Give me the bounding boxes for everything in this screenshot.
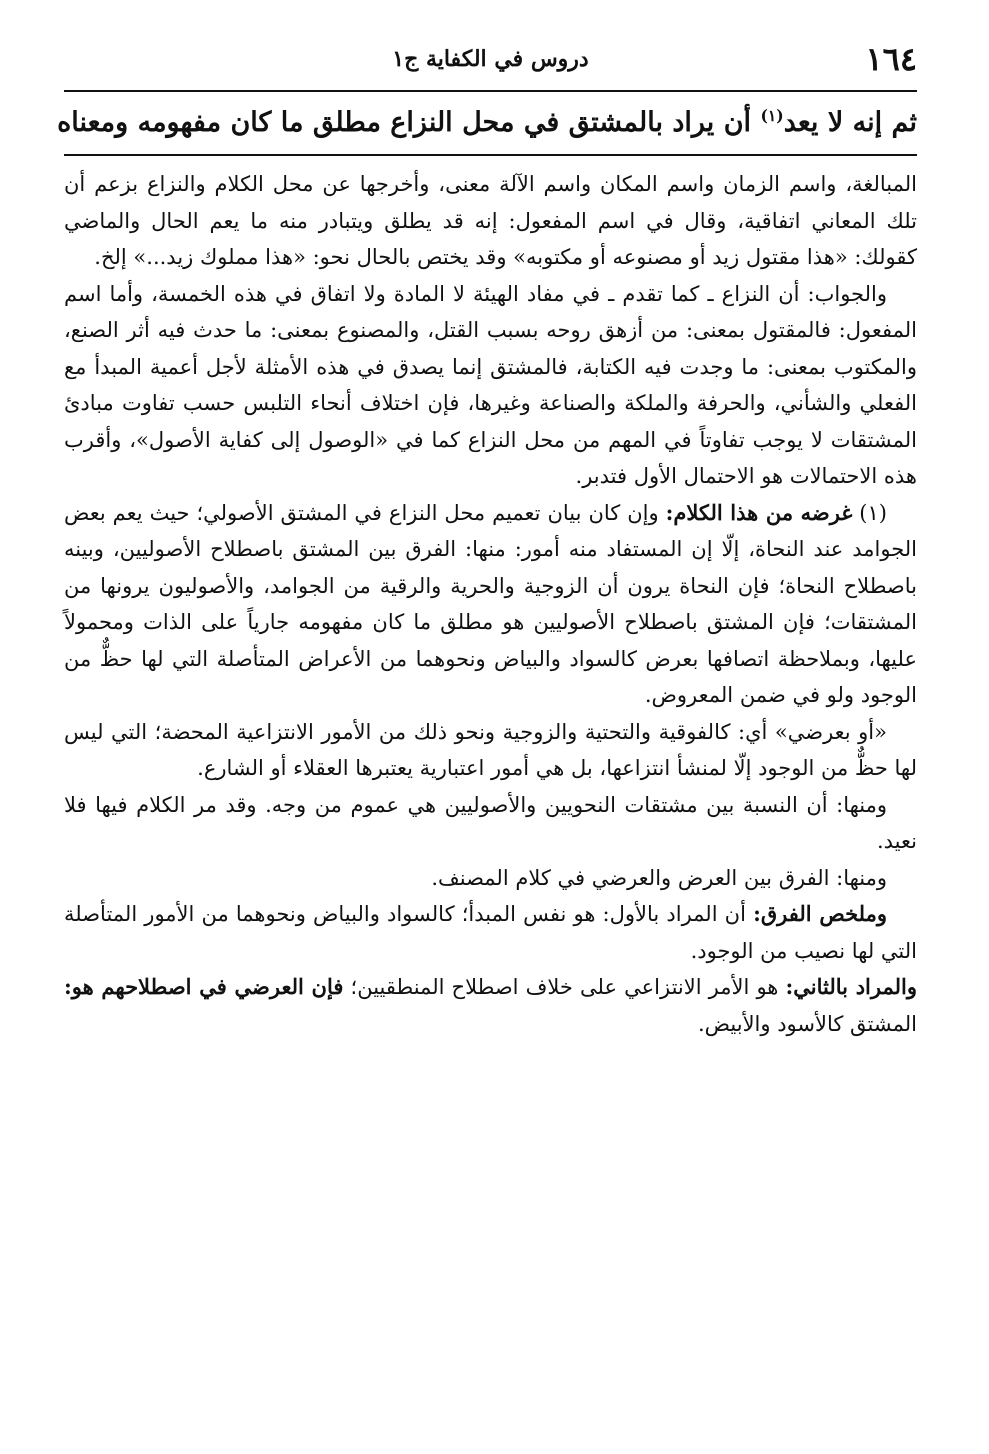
paragraph-continuation: المبالغة، واسم الزمان واسم المكان واسم الآلة معنى، وأخرجها عن محل الكلام والنزاع بزعم أن تلك المعاني اتفاقية، وقال في اسم المفعول: إنه قد يطلق ويتبادر منه ما يعم الحال والماضي كقولك: «هذا مقتول زيد أو مصنوعه أو مكتوبه» وقد يختص بالحال نحو: «هذا مملوك زيد...» إلخ. — [64, 172, 917, 269]
mulakhas-label: وملخص الفرق: — [753, 901, 887, 926]
thani-label: والمراد بالثاني: — [785, 974, 917, 999]
paragraph-mulakhas — [64, 896, 917, 969]
paragraph-answer: والجواب: أن النزاع ـ كما تقدم ـ في مفاد الهيئة لا المادة ولا اتفاق في هذه الخمسة، وأما اسم المفعول: فالمقتول بمعنى: من أزهق روحه بسبب القتل، والمصنوع بمعنى: ما حدث فيه أثر الصنع، والمكتوب بمعنى: ما وجدت فيه الكتابة، فالمشتق إنما يصدق في هذه الأمثلة لأجل أعمية المبدأ مع الفعلي والشأني، والحرفة والملكة والصناعة وغيرها، فإن اختلاف أنحاء التلبس حسب تفاوت مبادئ المشتقات لا يوجب تفاوتاً في المهم من محل النزاع كما في «الوصول إلى كفاية الأصول»، وأقرب هذه الاحتمالات هو الاحتمال الأول فتدبر. — [64, 281, 917, 488]
footnote-text: وإن كان بيان تعميم محل النزاع في المشتق الأصولي؛ حيث يعم بعض الجوامد عند النحاة، إلّا إن المستفاد منه أمور: منها: الفرق بين المشتق باصطلاح الأصوليين، وبينه باصطلاح النحاة؛ فإن النحاة يرون أن الزوجية والحرية والرقية من الجوامد، والأصوليون يرونها من المشتقات؛ فإن المشتق باصطلاح الأصوليين هو مطلق ما كان مفهومه جارياً على الذات ومحمولاً عليها، وبملاحظة اتصافها بعرض كالسواد والبياض ونحوهما من الأعراض المتأصلة التي لها حظٌّ من الوجود ولو في ضمن المعروض. — [64, 500, 917, 707]
running-title: دروس في الكفاية ج١ — [392, 46, 589, 72]
paragraph-nisba: ومنها: أن النسبة بين مشتقات النحويين والأصوليين هي عموم من وجه. وقد مر الكلام فيها فلا نعيد. — [64, 792, 917, 853]
mantiqiyin-label: فإن العرضي في اصطلاحهم هو: — [64, 974, 344, 999]
footnote-title: غرضه من هذا الكلام: — [665, 499, 853, 525]
mulakhas-text: أن المراد بالأول: هو نفس المبدأ؛ كالسواد والبياض ونحوهما من الأمور المتأصلة التي لها نصيب من الوجود. — [64, 902, 917, 963]
quoted-text-headline — [57, 92, 917, 156]
thani-text: هو الأمر الانتزاعي على خلاف اصطلاح المنطقيين؛ — [343, 975, 786, 999]
headline-start: ثم إنه لا يعد — [783, 107, 917, 138]
page-header — [64, 38, 917, 92]
headline-footnote-ref: (١) — [760, 106, 784, 125]
thani-end: المشتق كالأسود والأبيض. — [697, 1011, 917, 1036]
footnote-marker: (١) — [859, 500, 887, 525]
footnote-1 — [64, 495, 917, 714]
page-number: ١٦٤ — [865, 40, 917, 78]
paragraph-aradi: «أو بعرضي» أي: كالفوقية والتحتية والزوجية ونحو ذلك من الأمور الانتزاعية المحضة؛ التي ليس لها حظٌّ من الوجود إلّا لمنشأ انتزاعها، بل هي أمور اعتبارية يعتبرها العقلاء أو الشارع. — [64, 719, 917, 780]
paragraph-thani — [64, 969, 917, 1042]
paragraph-farq: ومنها: الفرق بين العرض والعرضي في كلام المصنف. — [431, 865, 887, 890]
commentary-body — [64, 166, 917, 1042]
headline-end: أن يراد بالمشتق في محل النزاع مطلق ما كان مفهومه ومعناه — [57, 107, 761, 138]
